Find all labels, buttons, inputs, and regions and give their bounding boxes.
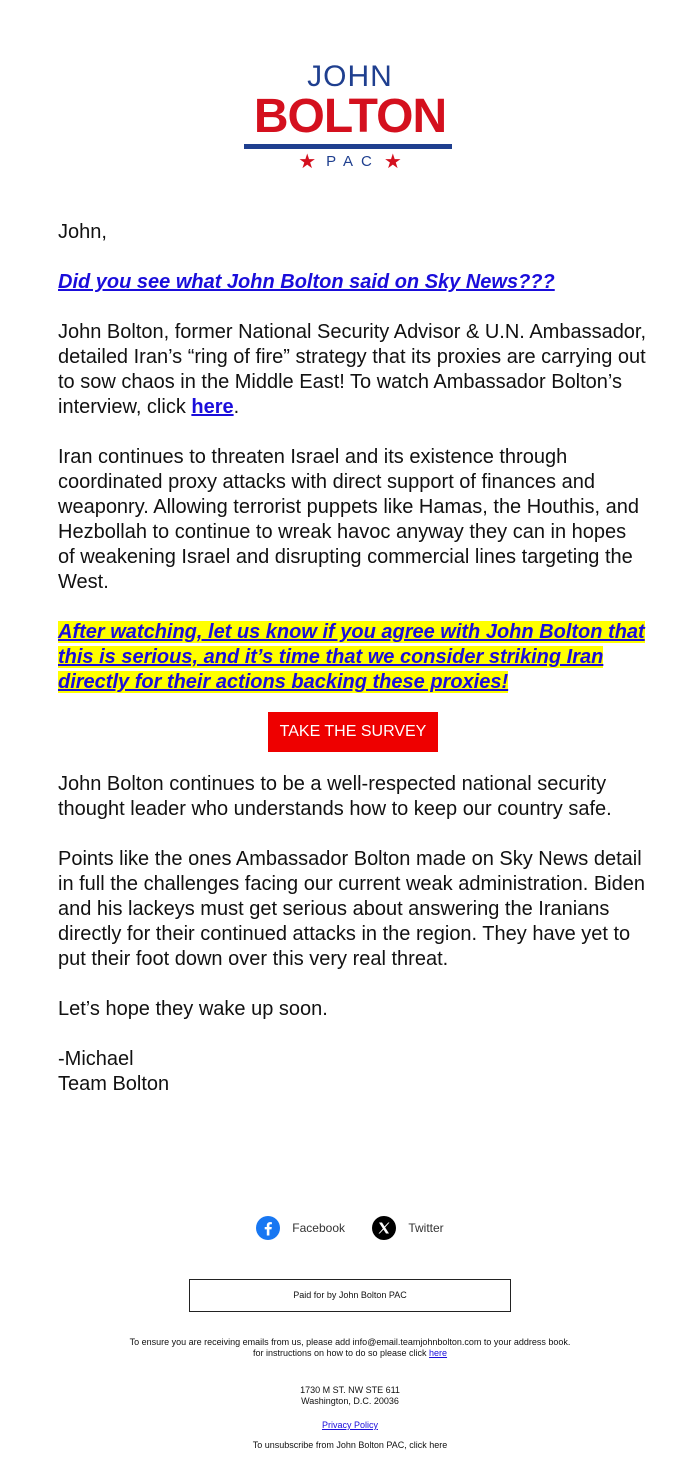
- address-book-notice: [0, 1337, 700, 1359]
- unsubscribe-row: [0, 1440, 700, 1451]
- logo-pac: PAC: [326, 153, 380, 170]
- facebook-icon: [256, 1216, 280, 1240]
- signoff: [58, 1047, 648, 1097]
- take-survey-button[interactable]: TAKE THE SURVEY: [268, 712, 439, 752]
- address-line-2: Washington, D.C. 20036: [301, 1396, 399, 1406]
- instructions-text: for instructions on how to do so please click: [252, 1348, 430, 1358]
- privacy-row: [0, 1420, 700, 1431]
- highlight-paragraph: [58, 620, 648, 695]
- privacy-policy-link[interactable]: Privacy Policy: [321, 1420, 378, 1430]
- twitter-label: Twitter: [408, 1221, 444, 1235]
- twitter-link[interactable]: [372, 1216, 443, 1240]
- administration-paragraph: Points like the ones Ambassador Bolton made on Sky News detail in full the challenges facing our current weak administration. Biden and his lackeys must get serious about answering the Iranians directly for their continued attacks in the region. They have yet to put their foot down over this very real threat.: [58, 848, 645, 970]
- email-body: [58, 220, 648, 1097]
- paid-for-box: Paid for by John Bolton PAC: [189, 1279, 511, 1312]
- social-links: [0, 1216, 700, 1246]
- signoff-name: -Michael: [58, 1048, 134, 1070]
- signoff-team: Team Bolton: [58, 1073, 170, 1095]
- pac-logo: [0, 60, 700, 180]
- headline-link[interactable]: Did you see what John Bolton said on Sky News???: [58, 271, 555, 293]
- instructions-link[interactable]: here: [429, 1348, 448, 1358]
- interview-link[interactable]: here: [191, 396, 234, 418]
- mailing-address: [0, 1385, 700, 1407]
- star-icon: ★: [298, 151, 317, 173]
- respected-paragraph: John Bolton continues to be a well-respected national security thought leader who understands how to keep our country safe.: [58, 773, 612, 820]
- star-icon: ★: [383, 151, 402, 173]
- address-line-1: 1730 M ST. NW STE 611: [300, 1385, 400, 1395]
- greeting: John,: [58, 221, 107, 243]
- logo-pac-row: [0, 152, 700, 172]
- intro-end: .: [233, 396, 240, 418]
- logo-last-name: BOLTON: [253, 90, 447, 143]
- facebook-link[interactable]: [256, 1216, 345, 1240]
- ensure-line: To ensure you are receiving emails from us, please add info@email.teamjohnbolton.com to your address book.: [129, 1337, 571, 1347]
- intro-text: John Bolton, former National Security Advisor & U.N. Ambassador, detailed Iran’s “ring of fire” strategy that its proxies are carrying out to sow chaos in the Middle East! To watch Ambassador Bolton’s interview, click: [58, 321, 647, 418]
- facebook-label: Facebook: [292, 1221, 345, 1235]
- headline-paragraph: [58, 270, 648, 295]
- iran-paragraph: Iran continues to threaten Israel and its existence through coordinated proxy attacks with direct support of finances and weaponry. Allowing terrorist puppets like Hamas, the Houthis, and Hezbollah to continue to wreak havoc anyway they can in hopes of weakening Israel and disrupting commercial lines targeting the West.: [58, 446, 640, 593]
- intro-paragraph: [58, 320, 648, 420]
- logo-divider: [244, 144, 452, 149]
- hope-paragraph: Let’s hope they wake up soon.: [58, 998, 328, 1020]
- logo-first-name: JOHN: [307, 60, 393, 93]
- instructions-line: [0, 1348, 700, 1359]
- survey-highlight-link[interactable]: After watching, let us know if you agree with John Bolton that this is serious, and it’s time that we consider striking Iran directly for their actions backing these proxies!: [58, 621, 645, 693]
- survey-button-wrap: [58, 712, 648, 752]
- unsubscribe-link[interactable]: To unsubscribe from John Bolton PAC, click here: [252, 1440, 448, 1450]
- x-icon: [372, 1216, 396, 1240]
